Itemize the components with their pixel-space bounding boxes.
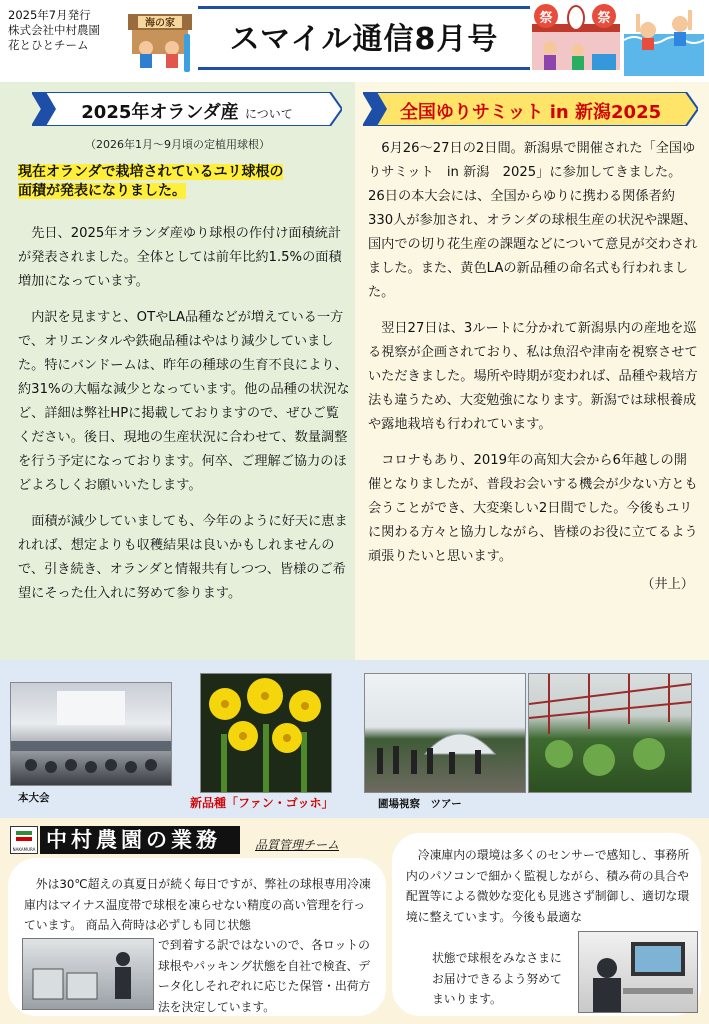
right-heading bbox=[363, 92, 698, 126]
beach-hut-sign: 海の家 bbox=[145, 18, 175, 29]
caption-main-conference: 本大会 bbox=[18, 792, 50, 804]
business-right-text-top: 冷凍庫内の環境は多くのセンサーで感知し、事務所内のパソコンで細かく監視しながら、積み荷の具合や配置等による微妙な変化も見逃さず制御し、適切な環境に整えています。今後も最適な bbox=[406, 848, 690, 924]
business-left-text-bottom: で到着する訳ではないので、各ロットの球根やパッキング状態を自社で検査、データ化しそれぞれに応じた保管・出荷方法を決定しています。 bbox=[158, 938, 371, 1014]
left-lead bbox=[18, 163, 348, 201]
newsletter-title: スマイル通信8月号 bbox=[229, 22, 499, 57]
team-name: 花とひとチーム bbox=[8, 38, 89, 52]
company-logo-mark bbox=[10, 826, 38, 854]
festival-sign-right: 祭 bbox=[597, 11, 611, 26]
right-paragraph: 6月26～27日の2日間。新潟県で開催された「全国ゆりサミット in 新潟 2025」に参加してきました。26日の本大会には、全国からゆりに携わる関係者約330人が参加され、オランダの球根生産の状況や課題、国内での切り花生産の課題などについて意見が交わされました。また、黄色LAの新品種の命名式も行われました。 bbox=[368, 141, 698, 300]
left-body bbox=[18, 222, 350, 618]
issue-date: 2025年7月発行 bbox=[8, 8, 91, 22]
business-logo-text: 中村農園の業務 bbox=[40, 826, 240, 854]
left-heading-main: 2025年オランダ産 bbox=[81, 102, 239, 123]
business-logo bbox=[10, 826, 235, 854]
left-heading-suffix: について bbox=[244, 107, 293, 121]
greenhouse-photo bbox=[528, 673, 692, 793]
swimming-kids-illustration bbox=[624, 4, 704, 76]
left-lead-line-2: 面積が発表になりました。 bbox=[18, 183, 186, 199]
right-paragraph: 翌日27日は、3ルートに分かれて新潟県内の産地を巡る視察が企画されており、私は魚沼や津南を視察させていただきました。場所や時期が変われば、品種や栽培方法も違うため、大変勉強になります。新潟では球根養成や露地栽培も行われています。 bbox=[368, 321, 698, 432]
business-subtitle: 品質管理チーム bbox=[255, 838, 340, 852]
field-tour-photo bbox=[364, 673, 526, 793]
monitoring-office-photo bbox=[578, 931, 698, 1013]
conference-photo bbox=[10, 682, 172, 786]
left-paragraph: 先日、2025年オランダ産ゆり球根の作付け面積統計が発表されました。全体としては前年比約1.5%の面積増加になっています。 bbox=[18, 226, 342, 289]
right-heading-text: 全国ゆりサミット in 新潟2025 bbox=[399, 102, 662, 123]
left-heading bbox=[32, 92, 342, 126]
header-info bbox=[8, 8, 100, 53]
left-paragraph: 内訳を見ますと、OTやLA品種などが増えている一方で、オリエンタルや鉄砲品種はやはり減少していました。特にバンドームは、昨年の種球の生育不良により、約31%の大幅な減少となっています。他の品種の状況など、詳細は弊社HPに掲載しておりますので、ぜひご覧ください。後日、現地の生産状況に合わせて、数量調整を行う予定になっております。何卒、ご理解ご協力のほどよろしくお願いいたします。 bbox=[18, 310, 350, 493]
caption-new-variety: 新品種「ファン・ゴッホ」 bbox=[190, 796, 334, 810]
left-heading-text bbox=[32, 98, 342, 124]
left-paragraph: 面積が減少していましても、今年のように好天に恵まれれば、想定よりも収穫結果は良いかもしれませんので、引き続き、オランダと情報共有しつつ、皆様のご希望にそった仕入れに努めて参ります。 bbox=[18, 514, 348, 601]
business-left-box bbox=[8, 858, 386, 1016]
business-right-text-bottom: 状態で球根をみなさまにお届けできるよう努めてまいります。 bbox=[432, 951, 562, 1006]
festival-sign-left: 祭 bbox=[539, 11, 553, 26]
right-body bbox=[368, 137, 698, 597]
company-logo-small-text: NAKAMURA bbox=[12, 847, 36, 852]
new-variety-lily-photo bbox=[200, 673, 332, 793]
festival-illustration bbox=[532, 2, 620, 78]
left-subheading: （2026年1月～9月頃の定植用球根） bbox=[85, 138, 270, 151]
beach-hut-illustration bbox=[124, 4, 196, 76]
freezer-photo bbox=[22, 938, 154, 1010]
company-name: 株式会社中村農園 bbox=[8, 23, 100, 37]
left-lead-line-1: 現在オランダで栽培されているユリ球根の bbox=[18, 164, 284, 180]
caption-field-tour: 圃場視察 ツアー bbox=[378, 798, 462, 810]
article-signature: （井上） bbox=[641, 577, 694, 592]
business-right-box bbox=[392, 833, 701, 1016]
business-left-text-top: 外は30℃超えの真夏日が続く毎日ですが、弊社の球根専用冷凍庫内はマイナス温度帯で球根を凍らせない精度の高い管理を行っています。 商品入荷時は必ずしも同じ状態 bbox=[24, 877, 371, 932]
right-paragraph: コロナもあり、2019年の高知大会から6年越しの開催となりましたが、普段お会いする機会が少ない方とも会うことができ、大変楽しい2日間でした。今後もユリに関わる方々と協力しながら、皆様のお役に立てるよう頑張りたいと思います。 bbox=[368, 453, 698, 564]
